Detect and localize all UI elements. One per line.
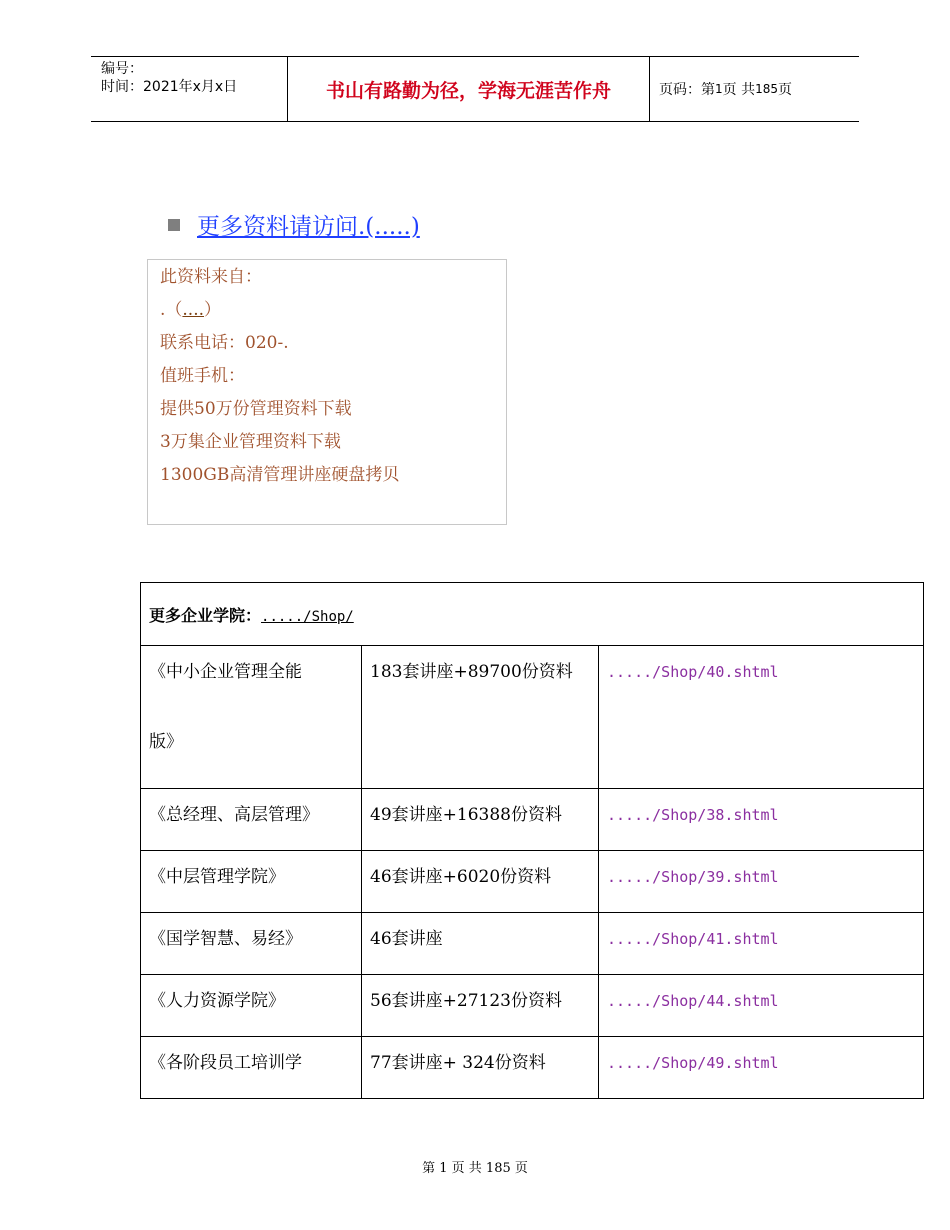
course-url[interactable]: ...../Shop/39.shtml [607,868,779,886]
course-name: 《中小企业管理全能 [149,662,302,682]
course-url-cell [599,646,924,789]
course-name: 《人力资源学院》 [149,991,285,1011]
page-current: 1 [715,82,723,96]
header-meta [91,57,287,121]
course-name-cell [141,913,362,975]
info-line-2: 3万集企业管理资料下载 [160,432,341,452]
course-name-cont: 版》 [149,732,183,752]
page-mid: 页 共 [722,82,756,98]
course-url-cell [599,975,924,1037]
page-prefix: 页码：第 [659,82,715,98]
table-row [141,646,924,789]
course-name-cell [141,789,362,851]
page-total: 185 [755,82,778,96]
table-row [141,851,924,913]
header-motto: 书山有路勤为径，学海无涯苦作舟 [287,57,650,121]
course-name: 《总经理、高层管理》 [149,805,319,825]
info-line-3: 1300GB高清管理讲座硬盘拷贝 [160,465,400,485]
course-desc: 46套讲座+6020份资料 [370,867,552,887]
page-suffix: 页 [778,82,792,98]
course-desc-cell [362,789,599,851]
course-url[interactable]: ...../Shop/40.shtml [607,663,779,681]
course-name: 《中层管理学院》 [149,867,285,887]
info-url-prefix: .（ [160,300,183,320]
course-url-cell [599,1037,924,1099]
table-row [141,789,924,851]
course-desc: 56套讲座+27123份资料 [370,991,562,1011]
shop-link[interactable]: ...../Shop/ [261,608,354,625]
info-phone: 联系电话：020-. [160,333,289,353]
course-url-cell [599,851,924,913]
table-title-row [141,583,924,646]
course-desc-cell [362,975,599,1037]
info-url-link[interactable]: .... [182,300,205,320]
info-line-1: 提供50万份管理资料下载 [160,399,352,419]
course-desc: 77套讲座+ 324份资料 [370,1053,546,1073]
header-page-info [650,57,859,121]
course-url[interactable]: ...../Shop/49.shtml [607,1054,779,1072]
course-desc: 183套讲座+89700份资料 [370,662,573,682]
table-title: 更多企业学院： [149,605,262,625]
course-desc-cell [362,913,599,975]
course-url[interactable]: ...../Shop/41.shtml [607,930,779,948]
course-desc-cell [362,1037,599,1099]
number-label: 编号： [101,61,143,77]
course-name-cell [141,646,362,789]
visit-row [168,208,420,241]
visit-link[interactable]: 更多资料请访问.(.....) [197,214,420,240]
table-row [141,975,924,1037]
info-mobile: 值班手机： [160,366,245,386]
info-box [147,259,507,525]
course-name: 《各阶段员工培训学 [149,1053,302,1073]
course-url[interactable]: ...../Shop/44.shtml [607,992,779,1010]
time-label: 时间：2021年x月x日 [101,79,238,95]
info-url-suffix: ） [204,300,222,320]
course-url-cell [599,789,924,851]
course-name-cell [141,1037,362,1099]
table-title-cell [141,583,924,646]
course-url[interactable]: ...../Shop/38.shtml [607,806,779,824]
table-row [141,913,924,975]
square-bullet-icon [168,219,180,231]
course-name-cell [141,975,362,1037]
course-desc-cell [362,646,599,789]
course-name-cell [141,851,362,913]
course-desc-cell [362,851,599,913]
courses-table [140,582,924,1099]
course-desc: 46套讲座 [370,929,443,949]
table-row [141,1037,924,1099]
course-desc: 49套讲座+16388份资料 [370,805,562,825]
course-url-cell [599,913,924,975]
info-url [160,299,506,332]
info-source: 此资料来自： [160,267,262,287]
page-header [91,56,859,122]
page-footer: 第 1 页 共 185 页 [422,1161,528,1176]
course-name: 《国学智慧、易经》 [149,929,302,949]
